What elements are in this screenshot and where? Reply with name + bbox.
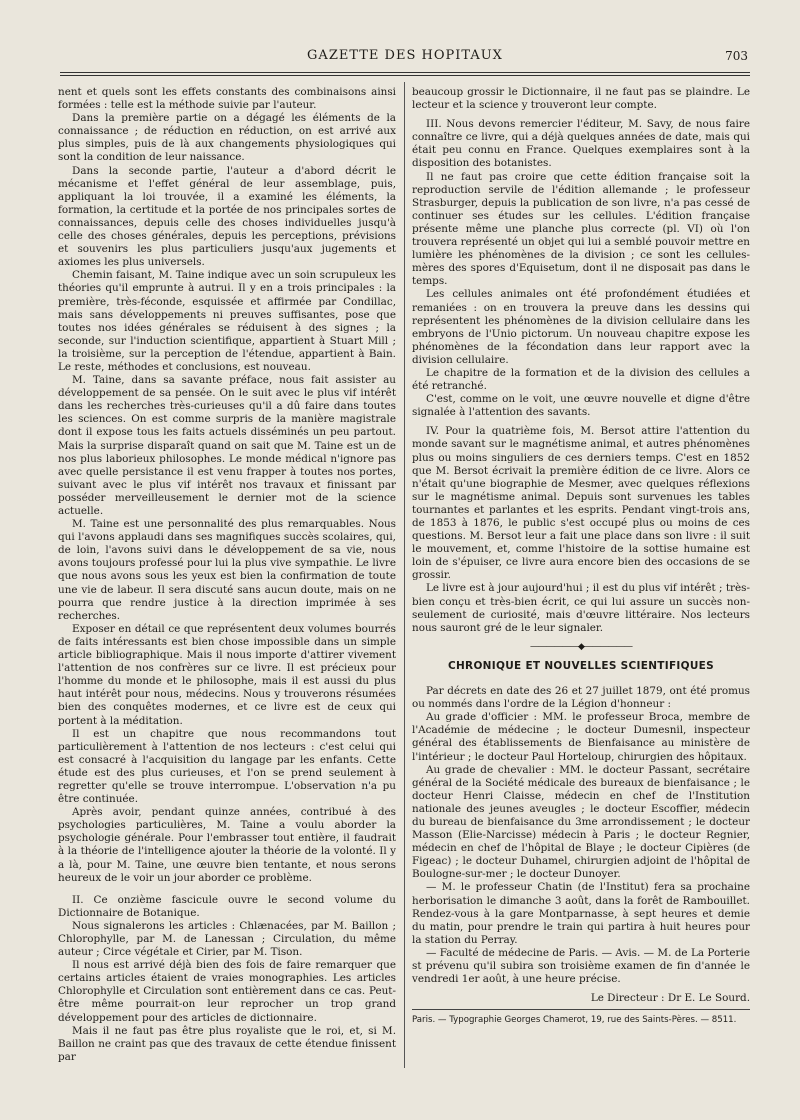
paragraph: Au grade d'officier : MM. le professeur Broca, membre de l'Académie de médecine ; le docteur Dumesnil, inspecteur général des établissements de Bienfaisance au ministère de l'intérieur ; le docteur Paul Horteloup, chirurgien des hôpitaux. xyxy=(412,711,750,763)
printer-imprint: Paris. — Typographie Georges Chamerot, 19, rue des Saints-Pères. — 8511. xyxy=(412,1009,750,1027)
paragraph: Chemin faisant, M. Taine indique avec un soin scrupuleux les théories qu'il emprunte à autrui. Il y en a trois principales : la première, très-féconde, esquissée et affirmée par Condillac, mais sans développements ni preuves suffisantes, pose que toutes nos idées générales se réduisent à des signes ; la seconde, sur l'induction scientifique, appartient à Stuart Mill ; la troisième, sur la perception de l'étendue, appartient à Bain. Le reste, méthodes et conclusions, est nouveau. xyxy=(58,269,396,373)
column-divider xyxy=(404,82,405,1068)
right-column xyxy=(412,86,750,1027)
paragraph: Les cellules animales ont été profondément étudiées et remaniées : on en trouvera la preuve dans les dessins qui représentent les phénomènes de la division cellulaire dans les embryons de l'Unio pictorum. Un nouveau chapitre expose les phénomènes de la fécondation dans leur rapport avec la division cellulaire. xyxy=(412,288,750,366)
paragraph: Nous signalerons les articles : Chlænacées, par M. Baillon ; Chlorophylle, par M. de Lanessan ; Circulation, du même auteur ; Circe végétale et Cirier, par M. Tison. xyxy=(58,919,396,959)
section-ornament: ——————◆—————— xyxy=(530,641,632,652)
paragraph: Dans la seconde partie, l'auteur a d'abord décrit le mécanisme et l'effet général de leur assemblage, puis, appliquant la loi trouvée, il a examiné les éléments, la formation, la certitude et la portée de nos principales sortes de connaissances, depuis celle des choses individuelles jusqu'à celle des choses générales, depuis les perceptions, prévisions et souvenirs les plus particuliers jusqu'aux jugements et axiomes les plus universels. xyxy=(58,164,396,269)
paragraph: M. Taine est une personnalité des plus remarquables. Nous qui l'avons applaudi dans ses magnifiques succès scolaires, qui, de loin, l'avons suivi dans le développement de sa vie, nous avons toujours professé pour lui la plus vive sympathie. Le livre que nous avons sous les yeux est bien la confirmation de toute une vie de labeur. Il sera discuté sans aucun doute, mais on ne pourra que rendre justice à la direction imprimée à ses recherches. xyxy=(58,518,396,622)
running-header xyxy=(60,44,750,68)
paragraph: Mais il ne faut pas être plus royaliste que le roi, et, si M. Baillon ne craint pas que des travaux de cette étendue finissent par xyxy=(58,1024,396,1063)
chronicle-heading: CHRONIQUE ET NOUVELLES SCIENTIFIQUES xyxy=(447,659,715,672)
director-signature: Le Directeur : Dr E. Le Sourd. xyxy=(590,992,750,1005)
paragraph: Il est un chapitre que nous recommandons tout particulièrement à l'attention de nos lecteurs : c'est celui qui est consacré à l'acquisition du langage par les enfants. Cette étude est des plus curieuses, et l'on se prend seulement à regretter qu'elle se trouve interrompue. L'observation n'a pu être continuée. xyxy=(58,727,396,806)
paragraph: — M. le professeur Chatin (de l'Institut) fera sa prochaine herborisation le dimanche 3 août, dans la forêt de Rambouillet. Rendez-vous à la gare Montparnasse, à sept heures et demie du matin, pour prendre le train qui partira à huit heures pour la station du Perray. xyxy=(412,881,750,946)
paragraph: Dans la première partie on a dégagé les éléments de la connaissance ; de réduction en réduction, on est arrivé aux plus simples, puis de là aux changements physiologiques qui sont la condition de leur naissance. xyxy=(58,112,396,164)
paragraph: M. Taine, dans sa savante préface, nous fait assister au développement de sa pensée. On le suit avec le plus vif intérêt dans les recherches très-curieuses qu'il a dû faire dans toutes les sciences. On est comme surpris de la manière magistrale dont il expose tous les faits actuels disséminés un peu partout. Mais la surprise disparaît quand on sait que M. Taine est un de nos plus laborieux philosophes. Le monde médical n'ignore pas avec quelle persistance il est venu frapper à toutes nos portes, suivant avec le plus vif intérêt nos travaux et finissant par posséder merveilleusement le dernier mot de la science actuelle. xyxy=(58,374,396,517)
paragraph: — Faculté de médecine de Paris. — Avis. — M. de La Porterie st prévenu qu'il subira son troisième examen de fin d'année le vendredi 1er août, à une heure précise. xyxy=(412,946,750,986)
paragraph: III. Nous devons remercier l'éditeur, M. Savy, de nous faire connaître ce livre, qui a déjà quelques années de date, mais qui était peu connu en France. Quelques exemplaires sont à la disposition des botanistes. xyxy=(412,118,750,170)
paragraph: Exposer en détail ce que représentent deux volumes bourrés de faits intéressants est bien chose impossible dans un simple article bibliographique. Mais il nous importe d'attirer vivement l'attention de nos confrères sur ce livre. Il est précieux pour l'homme du monde et le philosophe, mais il est aussi du plus haut intérêt pour nous, médecins. Nous y trouverons résumées bien des conquêtes modernes, et ce livre est de ceux qui portent à la méditation. xyxy=(58,622,396,727)
paragraph: IV. Pour la quatrième fois, M. Bersot attire l'attention du monde savant sur le magnétisme animal, et autres phénomènes plus ou moins singuliers de ces derniers temps. C'est en 1852 que M. Bersot écrivait la première édition de ce livre. Alors ce n'était qu'une biographie de Mesmer, avec quelques réflexions sur le magnétisme animal. Depuis sont survenues les tables tournantes et parlantes et les esprits. Pendant vingt-trois ans, de 1853 à 1876, le public s'est occupé plus ou moins de ces questions. M. Bersot leur a fait une place dans son livre : il suit le mouvement, et, comme l'histoire de la sottise humaine est loin de s'épuiser, ce livre aura encore bien des occasions de se grossir. xyxy=(412,425,750,582)
section-gap xyxy=(58,885,396,894)
header-rule-top xyxy=(60,72,750,73)
paragraph: Après avoir, pendant quinze années, contribué à des psychologies particulières, M. Taine a voulu aborder la psychologie générale. Pour l'embrasser tout entière, il faudrait à la théorie de l'intelligence ajouter la théorie de la volonté. Il y a là, pour M. Taine, une œuvre bien tentante, et nous serons heureux de le voir un jour aborder ce problème. xyxy=(58,806,396,884)
paragraph: II. Ce onzième fascicule ouvre le second volume du Dictionnaire de Botanique. xyxy=(58,893,396,919)
page-number: 703 xyxy=(725,49,748,63)
paragraph: beaucoup grossir le Dictionnaire, il ne faut pas se plaindre. Le lecteur et la science y trouveront leur compte. xyxy=(412,86,750,112)
paragraph: nent et quels sont les effets constants des combinaisons ainsi formées : telle est la méthode suivie par l'auteur. xyxy=(58,86,396,112)
paragraph: Au grade de chevalier : MM. le docteur Passant, secrétaire général de la Société médicale des bureaux de bienfaisance ; le docteur Henri Claisse, médecin en chef de l'Institution nationale des jeunes aveugles ; le docteur Escoffier, médecin du bureau de bienfaisance du 3me arrondissement ; le docteur Masson (Elie-Narcisse) médecin à Paris ; le docteur Regnier, médecin en chef de l'hôpital de Blaye ; le docteur Cipières (de Figeac) ; le docteur Duhamel, chirurgien adjoint de l'hôpital de Boulogne-sur-mer ; le docteur Dunoyer. xyxy=(412,763,750,881)
paragraph: Par décrets en date des 26 et 27 juillet 1879, ont été promus ou nommés dans l'ordre de la Légion d'honneur : xyxy=(412,685,750,711)
header-rule-bottom xyxy=(60,75,750,76)
paragraph: Le livre est à jour aujourd'hui ; il est du plus vif intérêt ; très-bien conçu et très-bien écrit, ce qui lui assure un succès non-seulement de curiosité, mais d'œuvre littéraire. Nos lecteurs nous sauront gré de le leur signaler. xyxy=(412,582,750,634)
paragraph: Il ne faut pas croire que cette édition française soit la reproduction servile de l'édition allemande ; le professeur Strasburger, depuis la publication de son livre, n'a pas cessé de continuer ses études sur les cellules. L'édition française présente même une planche plus correcte (pl. VI) où l'on trouvera représenté un objet qui lui a semblé pouvoir mettre en lumière les phénomènes de la division ; ce sont les cellules-mères des spores d'Equisetum, dont il ne disposait pas dans le temps. xyxy=(412,170,750,288)
journal-title: GAZETTE DES HOPITAUX xyxy=(307,48,503,63)
paragraph: Le chapitre de la formation et de la division des cellules a été retranché. xyxy=(412,366,750,393)
paragraph: Il nous est arrivé déjà bien des fois de faire remarquer que certains articles étaient de vraies monographies. Les articles Chlorophylle et Circulation sont entièrement dans ce cas. Peut-être même pourrait-on leur reprocher un trop grand développement pour des articles de dictionnaire. xyxy=(58,959,396,1024)
paragraph: C'est, comme on le voit, une œuvre nouvelle et digne d'être signalée à l'attention des savants. xyxy=(412,393,750,419)
left-column xyxy=(58,86,396,1064)
